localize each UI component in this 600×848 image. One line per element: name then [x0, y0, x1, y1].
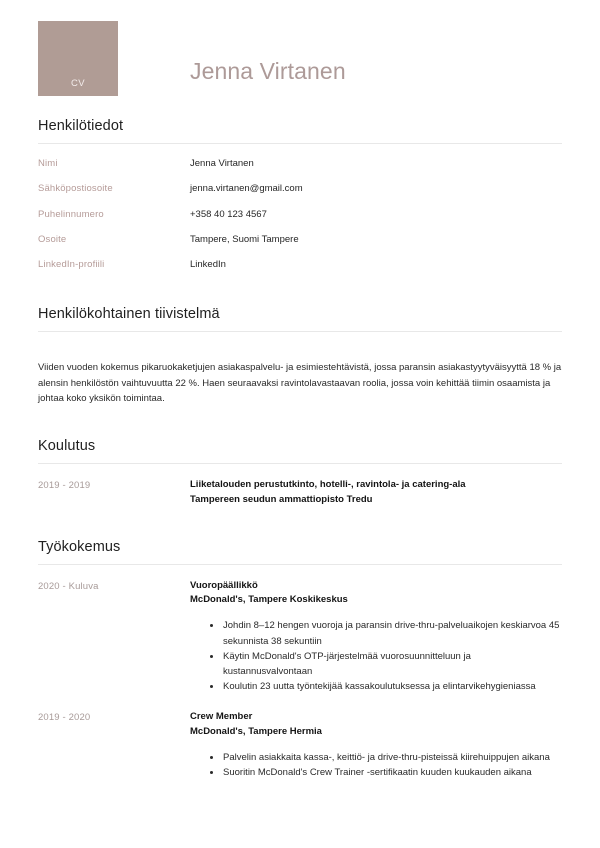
work-entry-job-title: Crew Member	[190, 711, 253, 723]
work-entry	[38, 710, 562, 780]
work-entry-bullet: Koulutin 23 uutta työntekijää kassakoulutuksessa ja elintarvikehygieniassa	[210, 679, 562, 694]
personal-detail-value-linkedin[interactable]: LinkedIn	[190, 259, 226, 271]
education-entries	[38, 464, 562, 507]
education-entry-institution: Tampereen seudun ammattiopisto Tredu	[190, 493, 373, 505]
work-entry-employer: McDonald's, Tampere Koskikeskus	[190, 594, 348, 606]
section-work-experience	[38, 539, 562, 780]
work-entry-bullet: Johdin 8–12 hengen vuoroja ja paransin drive-thru-palveluaikojen keskiarvoa 45 sekunnista 38 sekuntiin	[210, 618, 562, 648]
personal-detail-row	[38, 209, 562, 221]
personal-detail-row	[38, 234, 562, 246]
personal-detail-label: Puhelinnumero	[38, 208, 104, 220]
cv-logo-badge	[38, 21, 118, 96]
section-title-education: Koulutus	[38, 438, 96, 455]
education-entry-degree: Liiketalouden perustutkinto, hotelli-, ravintola- ja catering-ala	[190, 479, 466, 491]
personal-detail-label: Osoite	[38, 234, 67, 246]
section-divider	[38, 331, 562, 332]
education-entry	[38, 478, 562, 507]
personal-detail-value: Jenna Virtanen	[190, 158, 254, 169]
work-entry-bullet: Suoritin McDonald's Crew Trainer -sertifikaatin kuuden kuukauden aikana	[210, 765, 562, 780]
work-entry	[38, 579, 562, 694]
personal-detail-row	[38, 259, 562, 271]
personal-detail-label: LinkedIn-profiili	[38, 259, 105, 271]
cv-header	[0, 0, 600, 96]
personal-detail-label: Sähköpostiosoite	[38, 183, 113, 195]
education-entry-date: 2019 - 2019	[38, 480, 91, 492]
work-entry-bullets	[190, 618, 562, 694]
work-entry-bullets	[190, 750, 562, 780]
work-entry-job-title: Vuoropäällikkö	[190, 579, 258, 591]
personal-detail-value: Tampere, Suomi Tampere	[190, 234, 299, 246]
education-entry-main	[190, 478, 562, 507]
work-entry-employer: McDonald's, Tampere Hermia	[190, 725, 322, 737]
work-entry-main	[190, 710, 562, 780]
cv-content	[0, 118, 600, 780]
work-entry-bullet: Palvelin asiakkaita kassa-, keittiö- ja drive-thru-pisteissä kiirehuippujen aikana	[210, 750, 562, 765]
personal-summary-text: Viiden vuoden kokemus pikaruokaketjujen asiakaspalvelu- ja esimiestehtävistä, jossa paransin asiakastyytyväisyyttä 18 % ja alensin henkilöstön vaihtuvuutta 22 %. Haen seuraavaksi ravintolavastaavan roolia, jossa voin kehittää tiimin osaamista ja johtaa koko yksikön toimintaa.	[38, 362, 562, 404]
section-education	[38, 438, 562, 507]
cv-badge-label: CV	[71, 78, 85, 89]
section-personal-summary	[38, 306, 562, 407]
section-title-personal-summary: Henkilökohtainen tiivistelmä	[38, 305, 220, 322]
work-entry-main	[190, 579, 562, 694]
personal-detail-row	[38, 158, 562, 170]
candidate-full-name: Jenna Virtanen	[190, 58, 346, 85]
work-entry-date: 2019 - 2020	[38, 712, 91, 724]
work-entry-bullet: Käytin McDonald's OTP-järjestelmää vuorosuunnitteluun ja kustannusvalvontaan	[210, 649, 562, 679]
candidate-name-wrap	[118, 58, 562, 96]
section-title-personal-details: Henkilötiedot	[38, 118, 124, 134]
personal-detail-value: jenna.virtanen@gmail.com	[190, 183, 303, 195]
personal-detail-row	[38, 183, 562, 195]
personal-detail-value: +358 40 123 4567	[190, 208, 267, 220]
section-title-work-experience: Työkokemus	[38, 538, 121, 555]
work-entries	[38, 565, 562, 780]
personal-details-table	[38, 144, 562, 272]
work-entry-date: 2020 - Kuluva	[38, 580, 99, 592]
section-personal-details	[38, 118, 562, 272]
personal-detail-label: Nimi	[38, 158, 58, 169]
